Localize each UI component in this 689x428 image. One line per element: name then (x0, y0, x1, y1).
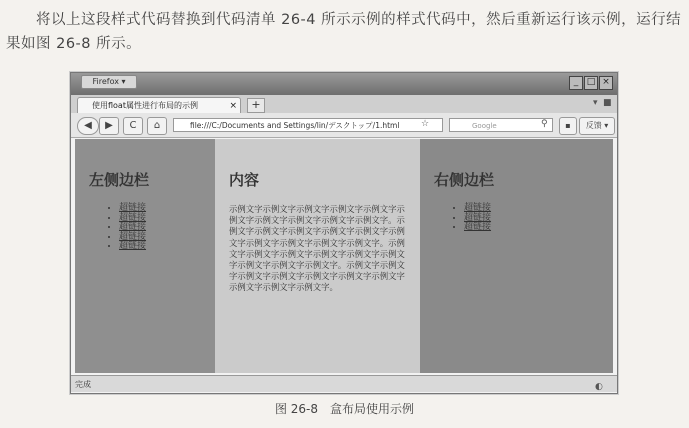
browser-window (70, 72, 618, 394)
home-button[interactable]: ⌂ (147, 117, 167, 135)
firefox-menu-button[interactable]: Firefox ▾ (81, 75, 137, 89)
close-icon[interactable]: × (599, 76, 613, 90)
left-link[interactable]: • 超链接 (119, 242, 201, 252)
new-tab-button[interactable]: + (247, 98, 265, 113)
search-placeholder: Google (472, 122, 497, 130)
forward-button[interactable]: ▶ (99, 117, 119, 135)
page-viewport (75, 139, 613, 373)
left-link[interactable]: • 超链接 (119, 204, 201, 214)
status-text: 完成 (75, 380, 91, 389)
right-link[interactable]: • 超链接 (464, 214, 599, 224)
left-sidebar (75, 139, 215, 373)
tab-strip (71, 95, 617, 113)
left-link[interactable]: • 超链接 (119, 214, 201, 224)
addon-button[interactable]: ▪ (559, 117, 577, 135)
back-button[interactable]: ◀ (77, 117, 99, 135)
minimize-icon[interactable]: _ (569, 76, 583, 90)
url-text: file:///C:/Documents and Settings/lin/デスクトップ/1.html (190, 121, 400, 130)
reload-button[interactable]: C (123, 117, 143, 135)
left-link[interactable]: • 超链接 (119, 233, 201, 243)
left-link-list (89, 204, 201, 252)
search-icon[interactable]: ⚲ (541, 119, 548, 129)
title-bar (71, 73, 617, 95)
maximize-icon[interactable]: □ (584, 76, 598, 90)
tab-list-icon[interactable]: ▾ (593, 98, 598, 108)
content-heading: 内容 (229, 171, 260, 189)
status-bar (71, 375, 617, 392)
right-sidebar-heading: 右侧边栏 (434, 171, 495, 189)
left-sidebar-heading: 左侧边栏 (89, 171, 150, 189)
intro-paragraph: 将以上这段样式代码替换到代码清单 26-4 所示示例的样式代码中，然后重新运行该示例，运行结果如图 26-8 所示。 (6, 12, 682, 52)
tab-close-icon[interactable]: × (229, 101, 237, 111)
content-text: 示例文字示例文字示例文字示例文字示例文字示例文字示例文字示例文字示例文字示例文字。示例文字示例文字示例文字示例文字示例文字示例文字示例文字示例文字示例文字示例文字。示例文字示例文字示例文字示例文字示例文字示例文字示例文字示例文字示例文字。示例文字示例文字示例文字示例文字示例文字示例文字示例文字示例文字示例文字示例文字。 (229, 204, 405, 293)
right-sidebar (420, 139, 613, 373)
tab-current[interactable] (77, 97, 241, 113)
bookmark-star-icon[interactable]: ☆ (421, 119, 430, 129)
tab-title: 使用float属性进行布局的示例 (92, 101, 198, 110)
right-link[interactable]: • 超链接 (464, 223, 599, 233)
nav-toolbar (71, 113, 617, 138)
left-link[interactable]: • 超链接 (119, 223, 201, 233)
feedback-button[interactable]: 反馈 ▾ (579, 117, 615, 135)
main-content (215, 139, 420, 373)
status-addon-icon[interactable]: ◐ (595, 382, 603, 392)
search-input[interactable] (449, 118, 553, 132)
right-link[interactable]: • 超链接 (464, 204, 599, 214)
right-link-list (434, 204, 599, 233)
figure-caption: 图 26-8 盒布局使用示例 (274, 402, 415, 416)
tab-grid-icon[interactable]: ■ (603, 98, 612, 108)
url-field[interactable] (173, 118, 443, 132)
